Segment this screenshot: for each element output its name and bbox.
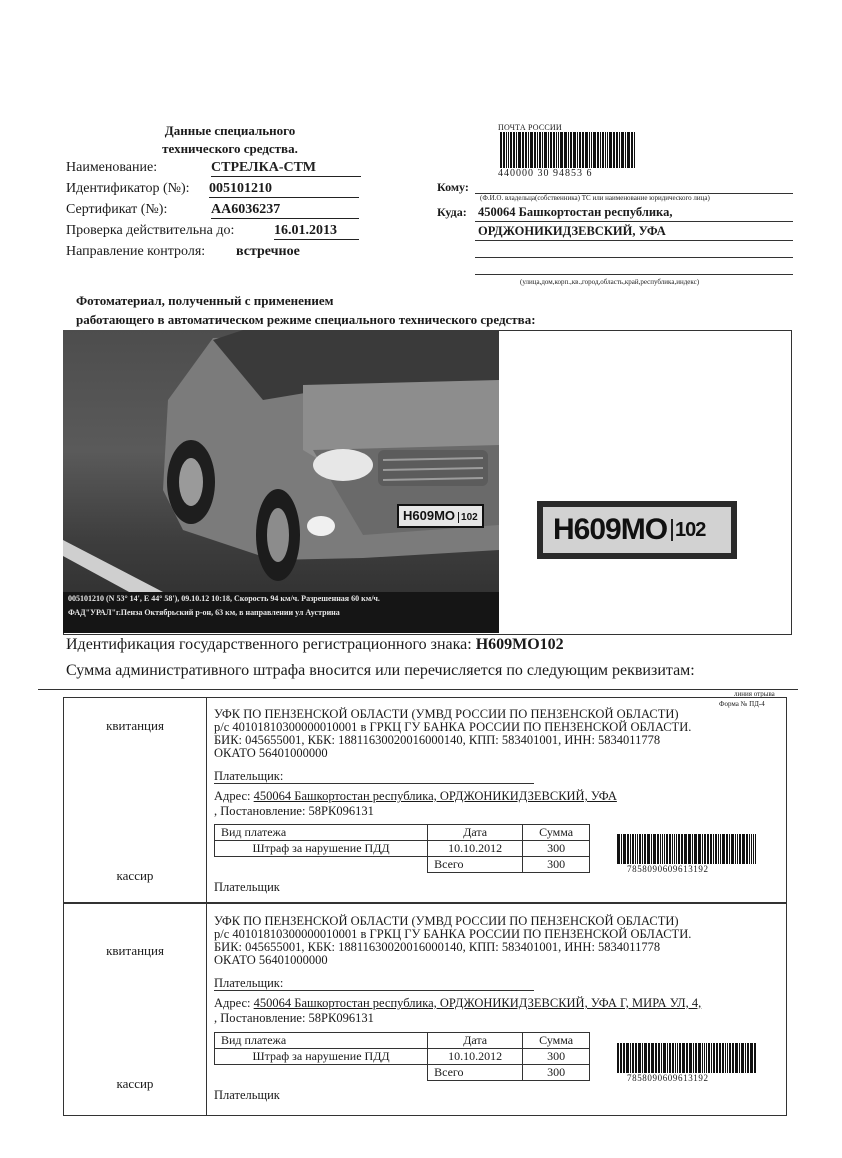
barcode-bar (689, 1043, 690, 1073)
barcode-bar (653, 834, 656, 864)
barcode-bar (735, 1043, 737, 1073)
barcode-bar (570, 132, 572, 168)
barcode-bar (726, 834, 729, 864)
barcode-bar (658, 1043, 660, 1073)
barcode-bar (631, 132, 633, 168)
barcode-bar (582, 132, 584, 168)
barcode-bar (642, 1043, 643, 1073)
barcode-bar (530, 132, 533, 168)
barcode-bar (745, 1043, 746, 1073)
coupon-1-table-row (215, 841, 590, 857)
post-block (498, 123, 636, 179)
coupon-1-line2: р/с 40101810300000010001 в ГРКЦ ГУ БАНКА РОССИИ ПО ПЕНЗЕНСКОЙ ОБЛАСТИ. (214, 720, 692, 734)
barcode-bar (609, 132, 612, 168)
barcode-bar (698, 834, 701, 864)
barcode-bar (704, 834, 706, 864)
coupon-2-total-row (215, 1065, 590, 1081)
post-barcode-number: 440000 30 94853 6 (498, 168, 593, 179)
barcode-bar (666, 834, 668, 864)
coupon-2-table (214, 1032, 590, 1081)
barcode-bar (627, 132, 630, 168)
coupon-1-line1: УФК ПО ПЕНЗЕНСКОЙ ОБЛАСТИ (УМВД РОССИИ ПО ПЕНЗЕНСКОЙ ОБЛАСТИ) (214, 707, 679, 721)
barcode-bar (525, 132, 527, 168)
barcode-bar (500, 132, 502, 168)
barcode-bar (720, 834, 721, 864)
barcode-bar (681, 834, 682, 864)
coupon-2-payer-sign: Плательщик (214, 1088, 280, 1102)
coupon-2-th-date: Дата (428, 1033, 523, 1049)
barcode-bar (710, 834, 712, 864)
barcode-bar (577, 132, 578, 168)
barcode-bar (732, 1043, 734, 1073)
coupon-1-barcode-bars (617, 834, 757, 864)
where-label: Куда: (437, 205, 467, 219)
barcode-bar (642, 834, 643, 864)
coupon-1-address (214, 790, 779, 803)
barcode-bar (742, 834, 745, 864)
barcode-bar (715, 834, 717, 864)
coupon-1-requisites (214, 708, 691, 760)
barcode-bar (635, 1043, 637, 1073)
barcode-bar (638, 1043, 640, 1073)
coupon-1-td-sum: 300 (523, 841, 590, 857)
barcode-bar (719, 1043, 721, 1073)
barcode-bar (623, 834, 626, 864)
barcode-bar (661, 1043, 663, 1073)
barcode-bar (716, 1043, 718, 1073)
barcode-bar (718, 834, 719, 864)
barcode-bar (667, 1043, 668, 1073)
barcode-bar (702, 834, 704, 864)
barcode-bar (739, 834, 741, 864)
barcode-bar (644, 1043, 645, 1073)
barcode-bar (617, 834, 620, 864)
form-number: Форма № ПД-4 (719, 700, 765, 708)
device-direction-value: встречное (236, 244, 300, 259)
coupon-1-payer-sign: Плательщик (214, 880, 280, 894)
barcode-bar (694, 834, 697, 864)
device-valid-row (66, 223, 337, 239)
coupon-2-table-row (215, 1049, 590, 1065)
barcode-bar (568, 132, 569, 168)
coupon-2-total-value: 300 (523, 1065, 590, 1081)
plate-closeup (537, 501, 737, 559)
coupon-2-line2: р/с 40101810300000010001 в ГРКЦ ГУ БАНКА РОССИИ ПО ПЕНЗЕНСКОЙ ОБЛАСТИ. (214, 927, 692, 941)
photo-caption-line2: работающего в автоматическом режиме специального технического средства: (76, 312, 536, 327)
barcode-bar (706, 1043, 707, 1073)
barcode-bar (627, 834, 629, 864)
device-id-value: 005101210 (209, 181, 359, 198)
barcode-bar (672, 834, 673, 864)
coupon-2-line1: УФК ПО ПЕНЗЕНСКОЙ ОБЛАСТИ (УМВД РОССИИ ПО ПЕНЗЕНСКОЙ ОБЛАСТИ) (214, 914, 679, 928)
barcode-bar (617, 1043, 619, 1073)
device-cert-value: АА6036237 (211, 202, 359, 219)
barcode-bar (660, 834, 661, 864)
barcode-bar (702, 1043, 704, 1073)
barcode-bar (630, 834, 631, 864)
address-line2: ОРДЖОНИКИДЗЕВСКИЙ, УФА (478, 224, 666, 238)
barcode-bar (704, 1043, 705, 1073)
barcode-bar (539, 132, 541, 168)
barcode-bar (707, 834, 709, 864)
barcode-bar (674, 834, 675, 864)
barcode-bar (639, 834, 641, 864)
device-cert-row (66, 202, 281, 218)
coupon-1-total-value: 300 (523, 857, 590, 873)
barcode-bar (648, 1043, 650, 1073)
payment-intro: Сумма административного штрафа вносится или перечисляется по следующим реквизитам: (66, 662, 695, 679)
barcode-bar (553, 132, 555, 168)
device-name-label: Наименование: (66, 160, 158, 175)
barcode-bar (625, 132, 626, 168)
barcode-bar (669, 834, 672, 864)
coupon-1-td-date: 10.10.2012 (428, 841, 523, 857)
coupon-2-barcode (617, 1043, 757, 1083)
coupon-2-receipt-label: квитанция (106, 943, 164, 958)
barcode-bar (725, 1043, 726, 1073)
photo-info-line2: ФАД"УРАЛ"г.Пенза Октябрьский р-он, 63 км, в направлении ул Аустрина (68, 608, 340, 617)
device-title-line2: технического средства. (162, 141, 298, 156)
coupon-1-cashier-label: кассир (116, 868, 154, 883)
barcode-bar (528, 132, 529, 168)
coupon-1-barcode-number: 7858090609613192 (627, 864, 709, 874)
barcode-bar (749, 834, 751, 864)
post-barcode (500, 132, 636, 168)
address-rule-3 (475, 257, 793, 258)
barcode-bar (690, 1043, 692, 1073)
barcode-bar (657, 834, 660, 864)
coupon-1-total-label: Всего (428, 857, 523, 873)
to-note: (Ф.И.О. владельца(собственника) ТС или наименование юридического лица) (480, 194, 710, 202)
address-line1: 450064 Башкортостан республика, (478, 205, 673, 219)
barcode-bar (722, 1043, 724, 1073)
barcode-bar (522, 132, 524, 168)
car-illustration (63, 330, 499, 633)
coupon-1-table (214, 824, 590, 873)
barcode-bar (739, 1043, 741, 1073)
barcode-bar (607, 132, 608, 168)
barcode-bar (602, 132, 604, 168)
barcode-bar (506, 132, 507, 168)
barcode-bar (558, 132, 559, 168)
barcode-bar (630, 1043, 631, 1073)
barcode-bar (591, 132, 592, 168)
barcode-bar (542, 132, 543, 168)
barcode-bar (708, 1043, 710, 1073)
address-rule-2 (475, 240, 793, 241)
coupon-1-total-row (215, 857, 590, 873)
barcode-bar (682, 1043, 683, 1073)
photo-info-line1: 005101210 (N 53° 14', E 44° 58'), 09.10.12 10:18, Скорость 94 км/ч. Разрешенная 60 км/ч. (68, 594, 380, 603)
coupon-1-th-type: Вид платежа (215, 825, 428, 841)
coupon-1-payer-label: Плательщик: (214, 769, 284, 783)
barcode-bar (647, 834, 650, 864)
coupon-2-td-sum: 300 (523, 1049, 590, 1065)
barcode-bar (692, 834, 694, 864)
device-name-row (66, 160, 316, 176)
barcode-bar (751, 834, 752, 864)
coupon-2-barcode-number: 7858090609613192 (627, 1073, 709, 1083)
barcode-bar (634, 132, 635, 168)
barcode-bar (686, 1043, 688, 1073)
barcode-bar (573, 132, 576, 168)
coupon-1-payer (214, 770, 534, 784)
barcode-bar (619, 132, 620, 168)
barcode-bar (727, 1043, 728, 1073)
coupon-1-address-value: 450064 Башкортостан республика, ОРДЖОНИКИДЗЕВСКИЙ, УФА (253, 789, 617, 803)
barcode-bar (645, 1043, 647, 1073)
coupon-2-address-label: Адрес: (214, 996, 251, 1010)
photo-plate-region: 102 (458, 512, 478, 523)
barcode-bar (748, 1043, 749, 1073)
barcode-bar (616, 132, 618, 168)
address-note: (улица,дом,корп.,кв.,город,область,край,республика,индекс) (520, 278, 700, 286)
barcode-bar (735, 834, 736, 864)
barcode-bar (632, 834, 635, 864)
barcode-bar (679, 1043, 681, 1073)
device-name-value: СТРЕЛКА-СТМ (211, 160, 361, 177)
barcode-bar (585, 132, 588, 168)
device-title-line1: Данные специального (164, 123, 296, 138)
barcode-bar (747, 1043, 748, 1073)
device-direction-row (66, 244, 300, 260)
to-label: Кому: (437, 180, 469, 194)
photo-caption (76, 291, 536, 329)
barcode-bar (750, 1043, 752, 1073)
barcode-bar (675, 1043, 677, 1073)
barcode-bar (537, 132, 538, 168)
barcode-bar (669, 1043, 671, 1073)
barcode-bar (597, 132, 599, 168)
coupon-2-payer (214, 977, 534, 991)
barcode-bar (678, 834, 680, 864)
coupon-2-decree: , Постановление: 58РК096131 (214, 1011, 374, 1025)
barcode-bar (544, 132, 547, 168)
coupon-1-receipt-label: квитанция (106, 718, 164, 733)
barcode-bar (663, 1043, 665, 1073)
coupon-2-total-label: Всего (428, 1065, 523, 1081)
cut-line-label: линия отрыва (734, 690, 775, 698)
barcode-bar (560, 132, 563, 168)
coupon-2-cashier-label: кассир (116, 1076, 154, 1091)
barcode-bar (644, 834, 647, 864)
vehicle-photo (63, 330, 499, 633)
barcode-bar (651, 1043, 653, 1073)
coupon-1-line4: ОКАТО 56401000000 (214, 746, 328, 760)
barcode-bar (548, 132, 549, 168)
device-id-row (66, 181, 272, 197)
barcode-bar (753, 834, 754, 864)
barcode-bar (600, 132, 601, 168)
barcode-bar (632, 1043, 634, 1073)
barcode-bar (564, 132, 567, 168)
barcode-bar (755, 834, 756, 864)
barcode-bar (676, 834, 677, 864)
coupon-2-th-sum: Сумма (523, 1033, 590, 1049)
barcode-bar (693, 1043, 694, 1073)
barcode-bar (754, 1043, 756, 1073)
coupon-2-th-type: Вид платежа (215, 1033, 428, 1049)
barcode-bar (729, 834, 730, 864)
photo-plate (397, 504, 484, 528)
barcode-bar (534, 132, 536, 168)
barcode-bar (513, 132, 515, 168)
barcode-bar (637, 834, 638, 864)
barcode-bar (510, 132, 512, 168)
cut-line (38, 689, 798, 690)
coupon-2-barcode-bars (617, 1043, 757, 1073)
barcode-bar (605, 132, 606, 168)
coupon-1-th-date: Дата (428, 825, 523, 841)
coupon-1-decree: , Постановление: 58РК096131 (214, 804, 374, 818)
barcode-bar (626, 1043, 628, 1073)
coupon-2-address-value: 450064 Башкортостан республика, ОРДЖОНИКИДЗЕВСКИЙ, УФА Г, МИРА УЛ, 4, (253, 996, 702, 1010)
device-id-label: Идентификатор (№): (66, 181, 190, 196)
address-rule-4 (475, 274, 793, 275)
photo-plate-main: Н609МО (403, 508, 456, 523)
barcode-bar (695, 1043, 697, 1073)
plate-closeup-region: 102 (671, 519, 705, 541)
barcode-bar (698, 1043, 700, 1073)
coupon-1-barcode (617, 834, 757, 874)
identification-label: Идентификация государственного регистрационного знака: (66, 636, 472, 653)
barcode-bar (503, 132, 505, 168)
payment-coupon-2 (63, 902, 787, 1116)
payment-coupon-1 (63, 697, 787, 904)
barcode-bar (516, 132, 517, 168)
coupon-1-th-sum: Сумма (523, 825, 590, 841)
barcode-bar (655, 1043, 657, 1073)
barcode-bar (556, 132, 557, 168)
coupon-1-line3: БИК: 045655001, КБК: 18811630020016000140, КПП: 583401001, ИНН: 5834011778 (214, 733, 661, 747)
barcode-bar (737, 834, 739, 864)
coupon-2-address (214, 997, 779, 1010)
barcode-bar (713, 834, 715, 864)
barcode-bar (729, 1043, 731, 1073)
barcode-bar (662, 834, 663, 864)
barcode-bar (683, 1043, 685, 1073)
barcode-bar (621, 834, 623, 864)
barcode-bar (713, 1043, 715, 1073)
barcode-bar (664, 834, 665, 864)
coupon-1-table-header (215, 825, 590, 841)
device-direction-label: Направление контроля: (66, 244, 206, 259)
barcode-bar (623, 1043, 625, 1073)
barcode-bar (550, 132, 552, 168)
barcode-bar (684, 834, 687, 864)
photo-info-strip (68, 592, 488, 620)
coupon-2-td-date: 10.10.2012 (428, 1049, 523, 1065)
coupon-1-address-label: Адрес: (214, 789, 251, 803)
coupon-2-requisites (214, 915, 691, 967)
coupon-2-payer-label: Плательщик: (214, 976, 284, 990)
barcode-bar (635, 834, 636, 864)
barcode-bar (677, 1043, 678, 1073)
plate-closeup-main: Н609МО (553, 513, 668, 546)
barcode-bar (722, 834, 725, 864)
barcode-bar (672, 1043, 674, 1073)
device-valid-value: 16.01.2013 (274, 223, 359, 240)
barcode-bar (589, 132, 590, 168)
barcode-bar (688, 834, 691, 864)
coupon-1-td-type: Штраф за нарушение ПДД (215, 841, 428, 857)
device-title (110, 122, 350, 158)
photo-caption-line1: Фотоматериал, полученный с применением (76, 293, 334, 308)
address-rule-1 (475, 221, 793, 222)
barcode-bar (731, 834, 734, 864)
barcode-bar (593, 132, 596, 168)
post-name: ПОЧТА РОССИИ (498, 123, 562, 132)
coupon-2-line4: ОКАТО 56401000000 (214, 953, 328, 967)
barcode-bar (746, 834, 748, 864)
barcode-bar (579, 132, 581, 168)
barcode-bar (620, 1043, 622, 1073)
barcode-bar (621, 132, 624, 168)
identification-value: Н609МО102 (475, 636, 564, 653)
barcode-bar (682, 834, 683, 864)
barcode-bar (651, 834, 652, 864)
device-cert-label: Сертификат (№): (66, 202, 168, 217)
coupon-2-td-type: Штраф за нарушение ПДД (215, 1049, 428, 1065)
barcode-bar (741, 1043, 743, 1073)
barcode-bar (508, 132, 509, 168)
barcode-bar (613, 132, 615, 168)
barcode-bar (711, 1043, 712, 1073)
identification-row (66, 636, 564, 654)
device-valid-label: Проверка действительна до: (66, 223, 235, 238)
barcode-bar (518, 132, 521, 168)
coupon-2-table-header (215, 1033, 590, 1049)
coupon-2-line3: БИК: 045655001, КБК: 18811630020016000140, КПП: 583401001, ИНН: 5834011778 (214, 940, 661, 954)
